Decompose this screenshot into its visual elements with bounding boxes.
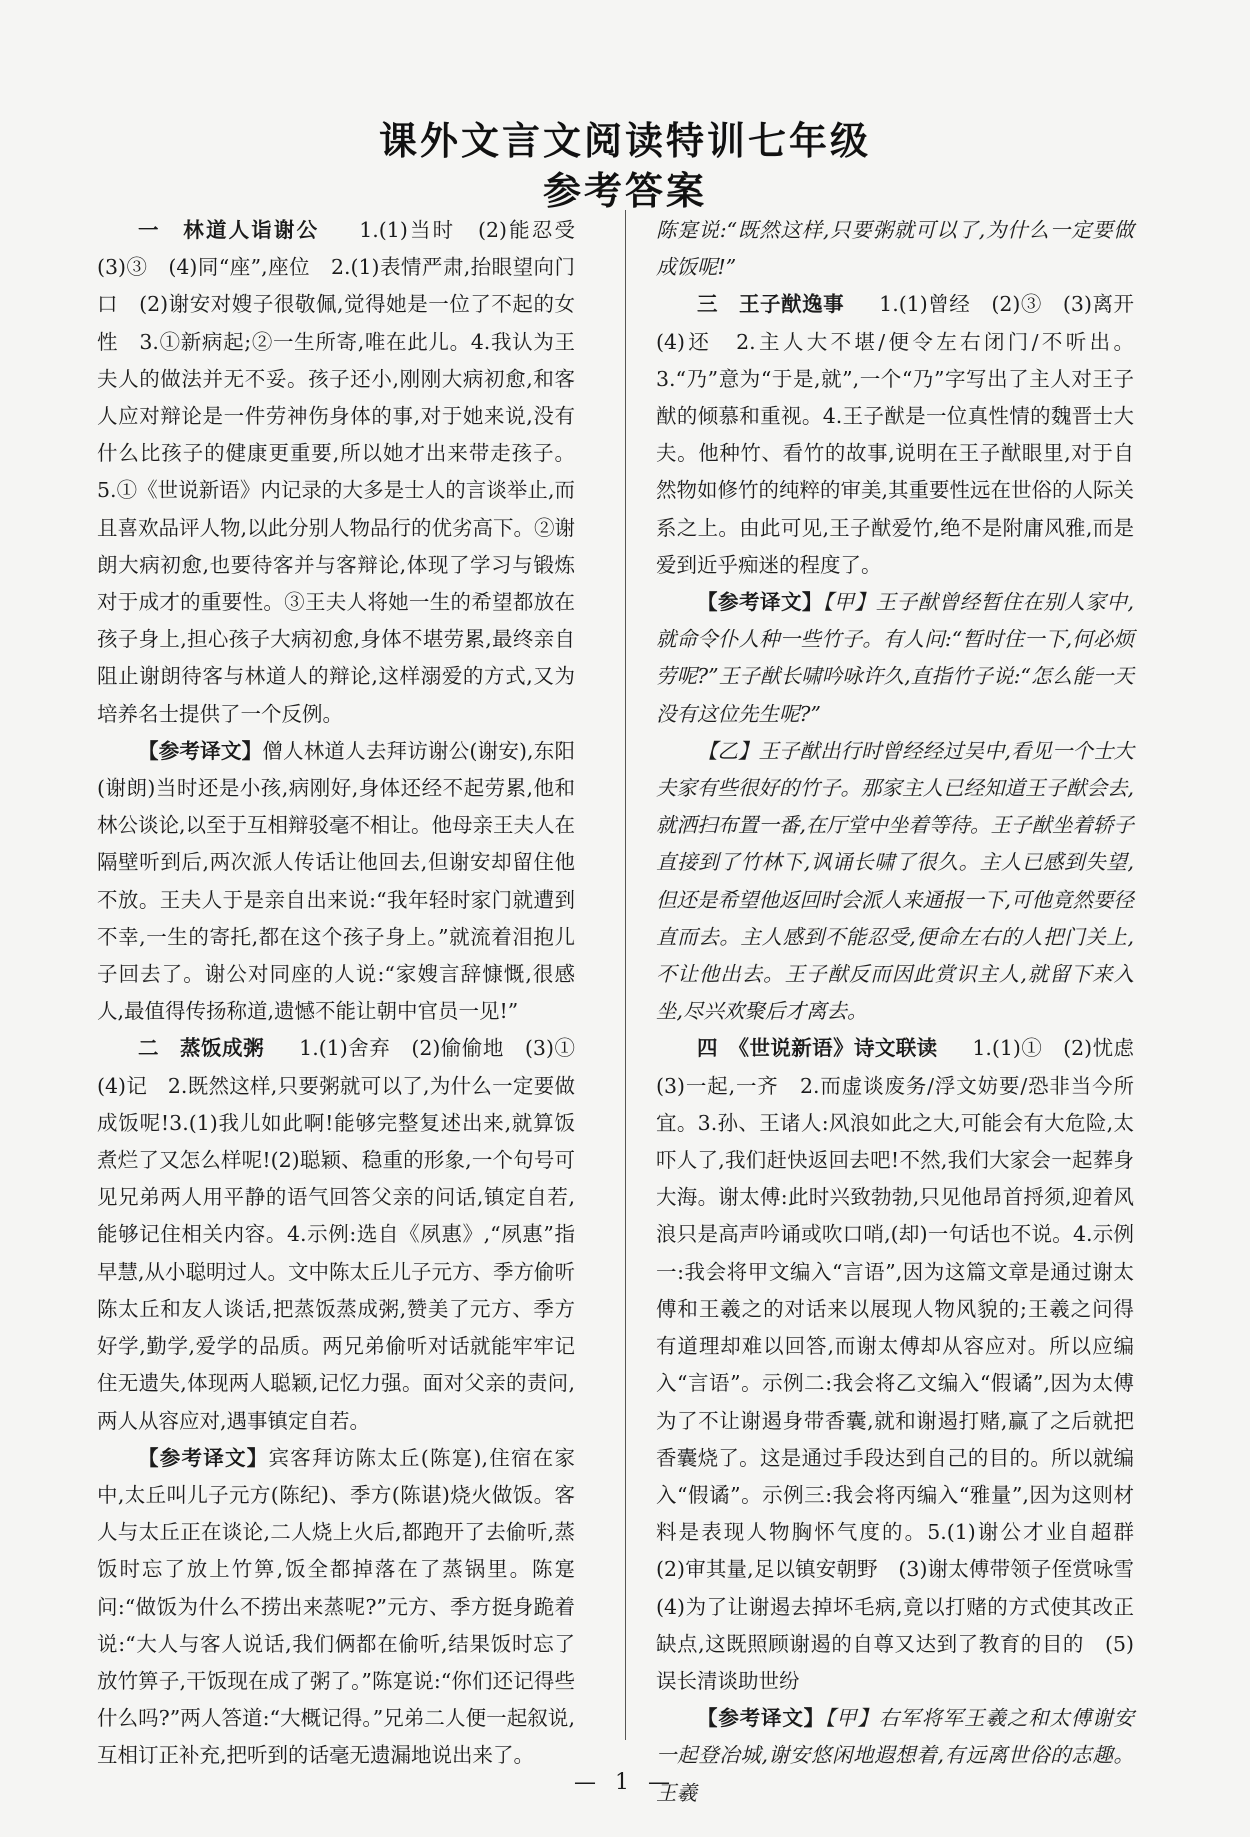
section-3-answers [656, 286, 1155, 584]
section-3-translation-a [656, 584, 1134, 733]
page-subtitle: 参考答案 [542, 169, 707, 213]
section-1-body: 1.(1)当时 (2)能忍受 (3)③ (4)同“座”,座位 2.(1)表情严肃,抬眼望向门口 (2)谢安对嫂子很敬佩,觉得她是一位了不起的女性 3.①新病起;②一生所寄,唯在此儿。4.我认为王夫人的做法并无不妥。孩子还小,刚刚大病初愈,和客人应对辩论是一件劳神伤身体的事,对于她来说,没有什么比孩子的健康更重要,所以她才出来带走孩子。5.①《世说新语》内记录的大多是士人的言谈举止,而且喜欢品评人物,以此分别人物品行的优劣高下。②谢朗大病初愈,也要待客并与客辩论,体现了学习与锻炼对于成才的重要性。③王夫人将她一生的希望都放在孩子身上,担心孩子大病初愈,身体不堪劳累,最终亲自阻止谢朗待客与林道人的辩论,这样溺爱的方式,又为培养名士提供了一个反例。 [97, 218, 596, 726]
section-2-heading: 二 蒸饭成粥 [138, 1036, 265, 1061]
translation-label: 【参考译文】 [138, 738, 263, 763]
left-column [97, 212, 596, 1775]
translation-text: 【乙】王子猷出行时曾经经过吴中,看见一个士大夫家有些很好的竹子。那家主人已经知道王子猷会去,就洒扫布置一番,在厅堂中坐着等待。王子猷坐着轿子直接到了竹林下,讽诵长啸了很久。主人已感到失望,但还是希望他返回时会派人来通报一下,可他竟然要径直而去。主人感到不能忍受,便命左右的人把门关上,不让他出去。王子猷反而因此赏识主人,就留下来入坐,尽兴欢聚后才离去。 [656, 738, 1135, 1024]
section-1-heading: 一 林道人诣谢公 [138, 218, 320, 242]
section-2-translation [97, 1440, 575, 1775]
section-2-answers [97, 1030, 596, 1439]
page-number: — 1 — [574, 1770, 676, 1795]
column-divider [625, 210, 626, 1740]
section-1-translation [97, 733, 575, 1031]
translation-label: 【参考译文】 [138, 1445, 269, 1470]
translation-text: 宾客拜访陈太丘(陈寔),住宿在家中,太丘叫儿子元方(陈纪)、季方(陈谌)烧火做饭。客人与太丘正在谈论,二人烧上火后,都跑开了去偷听,蒸饭时忘了放上竹箅,饭全都掉落在了蒸锅里。陈寔问:“做饭为什么不捞出来蒸呢?”元方、季方挺身跪着说:“大人与客人说话,我们俩都在偷听,结果饭时忘了放竹箅子,干饭现在成了粥了。”陈寔说:“你们还记得些什么吗?”两人答道:“大概记得。”兄弟二人便一起叙说,互相订正补充,把听到的话毫无遗漏地说出来了。 [97, 1445, 576, 1768]
translation-label: 【参考译文】 [697, 1706, 826, 1731]
section-4-answers [656, 1030, 1155, 1700]
section-4-heading: 四 《世说新语》诗文联读 [697, 1036, 938, 1061]
section-3-translation-b [656, 733, 1134, 1031]
section-4-body: 1.(1)① (2)忧虑 (3)一起,一齐 2.而虚谈废务/浮文妨要/恐非当今所宜。3.孙、王诸人:风浪如此之大,可能会有大危险,太吓人了,我们赶快返回去吧!不然,我们大家会一起葬身大海。谢太傅:此时兴致勃勃,只见他昂首捋须,迎着风浪只是高声吟诵或吹口哨,(却)一句话也不说。4.示例一:我会将甲文编入“言语”,因为这篇文章是通过谢太傅和王羲之的对话来以展现人物风貌的;王羲之问得有道理却难以回答,而谢太傅却从容应对。所以应编入“言语”。示例二:我会将乙文编入“假谲”,因为太傅为了不让谢遏身带香囊,就和谢遏打赌,赢了之后就把香囊烧了。这是通过手段达到自己的目的。所以就编入“假谲”。示例三:我会将丙编入“雅量”,因为这则材料是表现人物胸怀气度的。5.(1)谢公才业自超群 (2)审其量,足以镇安朝野 (3)谢太傅带领子侄赏咏雪 (4)为了让谢遏去掉坏毛病,竟以打赌的方式使其改正缺点,这既照顾谢遏的自尊又达到了教育的目的 (5)误长清谈助世纷 [656, 1036, 1155, 1693]
page-title: 课外文言文阅读特训七年级 [378, 119, 871, 163]
translation-text: 【甲】右军将军王羲之和太傅谢安一起登冶城,谢安悠闲地遐想着,有远离世俗的志趣。王羲 [656, 1706, 1135, 1805]
section-2-body: 1.(1)舍弃 (2)偷偷地 (3)① (4)记 2.既然这样,只要粥就可以了,为什么一定要做成饭呢!3.(1)我儿如此啊!能够完整复述出来,就算饭煮烂了又怎么样呢!(2)聪颖、稳重的形象,一个句号可见兄弟两人用平静的语气回答父亲的问话,镇定自若,能够记住相关内容。4.示例:选自《夙惠》,“夙惠”指早慧,从小聪明过人。文中陈太丘儿子元方、季方偷听陈太丘和友人谈话,把蒸饭蒸成粥,赞美了元方、季方好学,勤学,爱学的品质。两兄弟偷听对话就能牢牢记住无遗失,体现两人聪颖,记忆力强。面对父亲的责问,两人从容应对,遇事镇定自若。 [97, 1036, 596, 1433]
translation-label: 【参考译文】 [697, 590, 823, 615]
continued-text: 陈寔说:“既然这样,只要粥就可以了,为什么一定要做成饭呢!” [656, 218, 1134, 280]
translation-text: 僧人林道人去拜访谢公(谢安),东阳(谢朗)当时还是小孩,病刚好,身体还经不起劳累,他和林公谈论,以至于互相辩驳毫不相让。他母亲王夫人在隔壁听到后,两次派人传话让他回去,但谢安却留住他不放。王夫人于是亲自出来说:“我年轻时家门就遭到不幸,一生的寄托,都在这个孩子身上。”就流着泪抱儿子回去了。谢公对同座的人说:“家嫂言辞慷慨,很感人,最值得传扬称道,遗憾不能让朝中官员一见!” [97, 738, 576, 1024]
translation-text: 【甲】王子猷曾经暂住在别人家中,就命令仆人种一些竹子。有人问:“暂时住一下,何必烦劳呢?”王子猷长啸吟咏许久,直指竹子说:“怎么能一天没有这位先生呢?” [656, 590, 1135, 726]
section-1-answers [97, 212, 596, 733]
section-2-translation-continued [656, 212, 1134, 286]
right-column [656, 212, 1155, 1812]
section-3-body: 1.(1)曾经 (2)③ (3)离开 (4)还 2.主人大不堪/便令左右闭门/不听出。3.“乃”意为“于是,就”,一个“乃”字写出了主人对王子猷的倾慕和重视。4.王子猷是一位真性情的魏晋士大夫。他种竹、看竹的故事,说明在王子猷眼里,对于自然物如修竹的纯粹的审美,其重要性远在世俗的人际关系之上。由此可见,王子猷爱竹,绝不是附庸风雅,而是爱到近乎痴迷的程度了。 [656, 292, 1155, 577]
section-3-heading: 三 王子猷逸事 [697, 292, 845, 317]
